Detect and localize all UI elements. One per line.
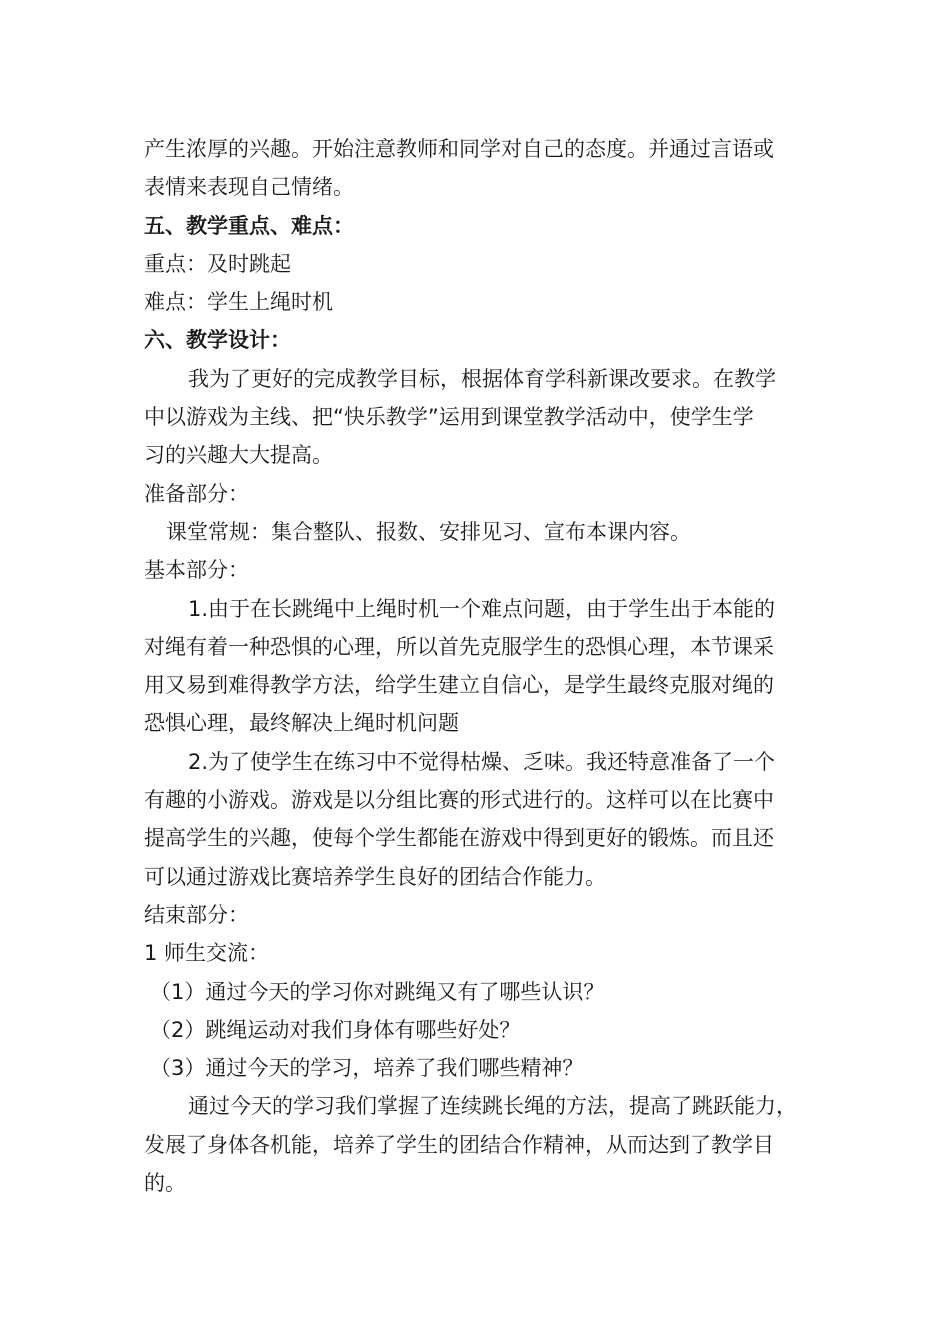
text-line: 产生浓厚的兴趣。开始注意教师和同学对自己的态度。并通过言语或 (144, 137, 774, 161)
paragraph-first-line: 通过今天的学习我们掌握了连续跳长绳的方法，提高了跳跃能力， (188, 1094, 797, 1119)
text-line: 发展了身体各机能，培养了学生的团结合作精神，从而达到了教学目 (144, 1132, 774, 1157)
text-line: 表情来表现自己情绪。 (144, 175, 354, 200)
list-item: （1）通过今天的学习你对跳绳又有了哪些认识？ (150, 979, 605, 1004)
subsection-label: 基本部分： (144, 558, 249, 583)
section-heading: 六、教学设计： (144, 328, 291, 353)
paragraph-first-line: 我为了更好的完成教学目标，根据体育学科新课改要求。在教学 (188, 366, 776, 391)
text-line: 课堂常规：集合整队、报数、安排见习、宣布本课内容。 (166, 519, 691, 544)
subsection-label: 结束部分： (144, 902, 249, 927)
text-line: 中以游戏为主线、把“快乐教学”运用到课堂教学活动中，使学生学 (144, 405, 754, 430)
text-line: 可以通过游戏比赛培养学生良好的团结合作能力。 (144, 864, 606, 889)
paragraph-first-line: 2.为了使学生在练习中不觉得枯燥、乏味。我还特意准备了一个 (188, 749, 776, 774)
text-line: 习的兴趣大大提高。 (144, 443, 333, 468)
text-line: 有趣的小游戏。游戏是以分组比赛的形式进行的。这样可以在比赛中 (144, 788, 774, 813)
paragraph-first-line: 1.由于在长跳绳中上绳时机一个难点问题，由于学生出于本能的 (188, 596, 776, 621)
text-line: 提高学生的兴趣，使每个学生都能在游戏中得到更好的锻炼。而且还 (144, 826, 774, 851)
section-heading: 五、教学重点、难点： (144, 213, 354, 238)
document-body (144, 130, 812, 1202)
text-line: 难点：学生上绳时机 (144, 290, 333, 315)
text-line: 1 师生交流： (144, 941, 270, 966)
text-line: 对绳有着一种恐惧的心理，所以首先克服学生的恐惧心理，本节课采 (144, 634, 774, 659)
text-line: 重点：及时跳起 (144, 251, 291, 276)
subsection-label: 准备部分： (144, 481, 249, 506)
text-line: 恐惧心理，最终解决上绳时机问题 (144, 711, 459, 736)
text-line: 的。 (144, 1171, 186, 1196)
text-line: 用又易到难得教学方法，给学生建立自信心，是学生最终克服对绳的 (144, 673, 774, 698)
list-item: （3）通过今天的学习，培养了我们哪些精神？ (150, 1056, 584, 1081)
list-item: （2）跳绳运动对我们身体有哪些好处？ (150, 1017, 521, 1042)
